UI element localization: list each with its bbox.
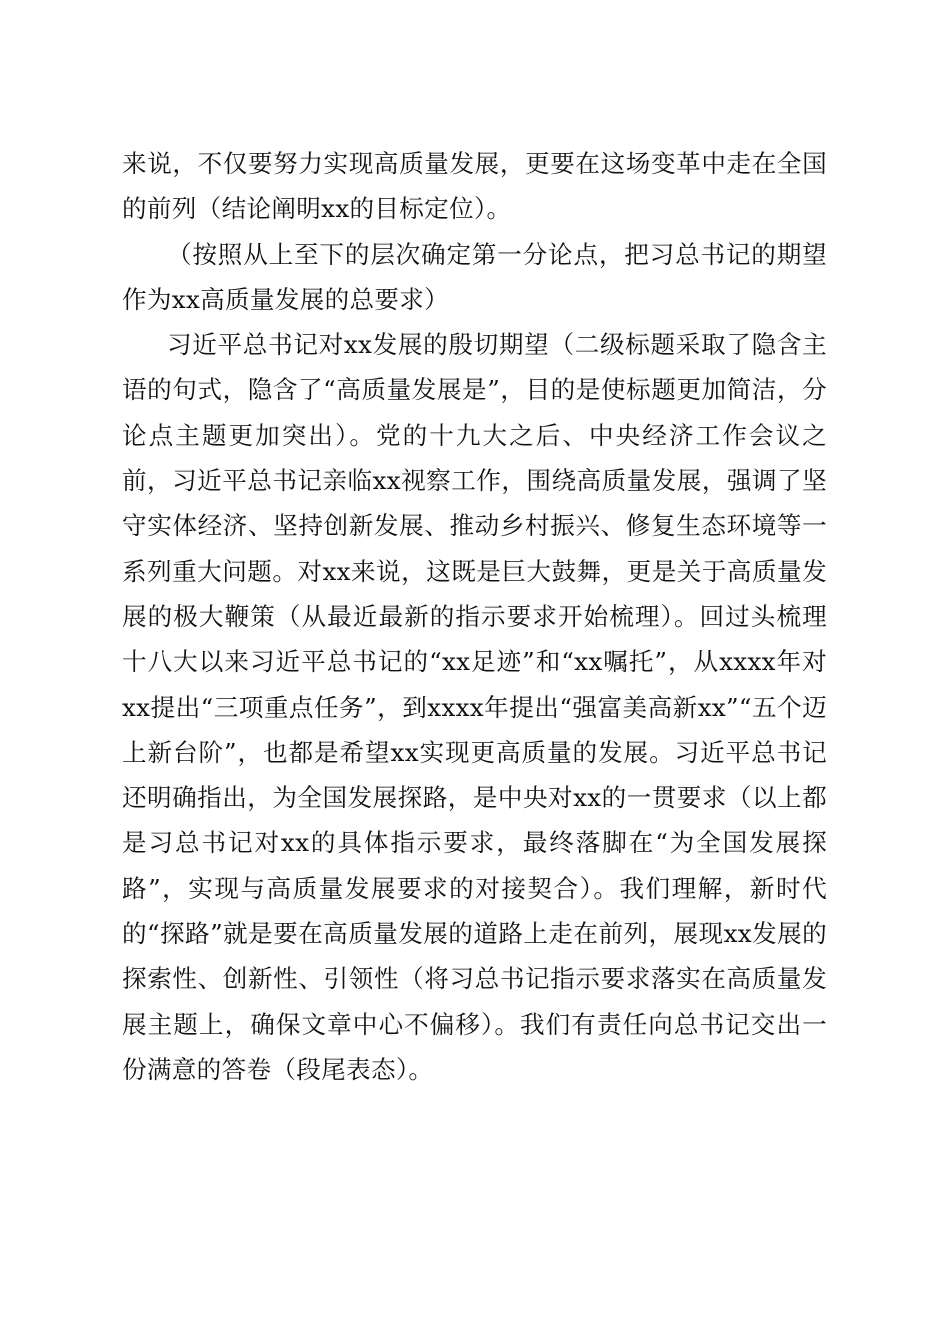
body-text [122,141,827,1092]
paragraph-continuation: 来说，不仅要努力实现高质量发展，更要在这场变革中走在全国的前列（结论阐明xx的目标定位）。 [122,149,827,224]
paragraph-main: 习近平总书记对xx发展的殷切期望（二级标题采取了隐含主语的句式，隐含了“高质量发展是”，目的是使标题更加简洁，分论点主题更加突出）。党的十九大之后、中央经济工作会议之前，习近平总书记亲临xx视察工作，围绕高质量发展，强调了坚守实体经济、坚持创新发展、推动乡村振兴、修复生态环境等一系列重大问题。对xx来说，这既是巨大鼓舞，更是关于高质量发展的极大鞭策（从最近最新的指示要求开始梳理）。回过头梳理十八大以来习近平总书记的“xx足迹”和“xx嘱托”，从xxxx年对xx提出“三项重点任务”，到xxxx年提出“强富美高新xx”“五个迈上新台阶”，也都是希望xx实现更高质量的发展。习近平总书记还明确指出，为全国发展探路，是中央对xx的一贯要求（以上都是习总书记对xx的具体指示要求，最终落脚在“为全国发展探路”，实现与高质量发展要求的对接契合）。我们理解，新时代的“探路”就是要在高质量发展的道路上走在前列，展现xx发展的探索性、创新性、引领性（将习总书记指示要求落实在高质量发展主题上，确保文章中心不偏移）。我们有责任向总书记交出一份满意的答卷（段尾表态）。 [122,330,827,1084]
paragraph-annotation: （按照从上至下的层次确定第一分论点，把习总书记的期望作为xx高质量发展的总要求） [122,239,827,314]
